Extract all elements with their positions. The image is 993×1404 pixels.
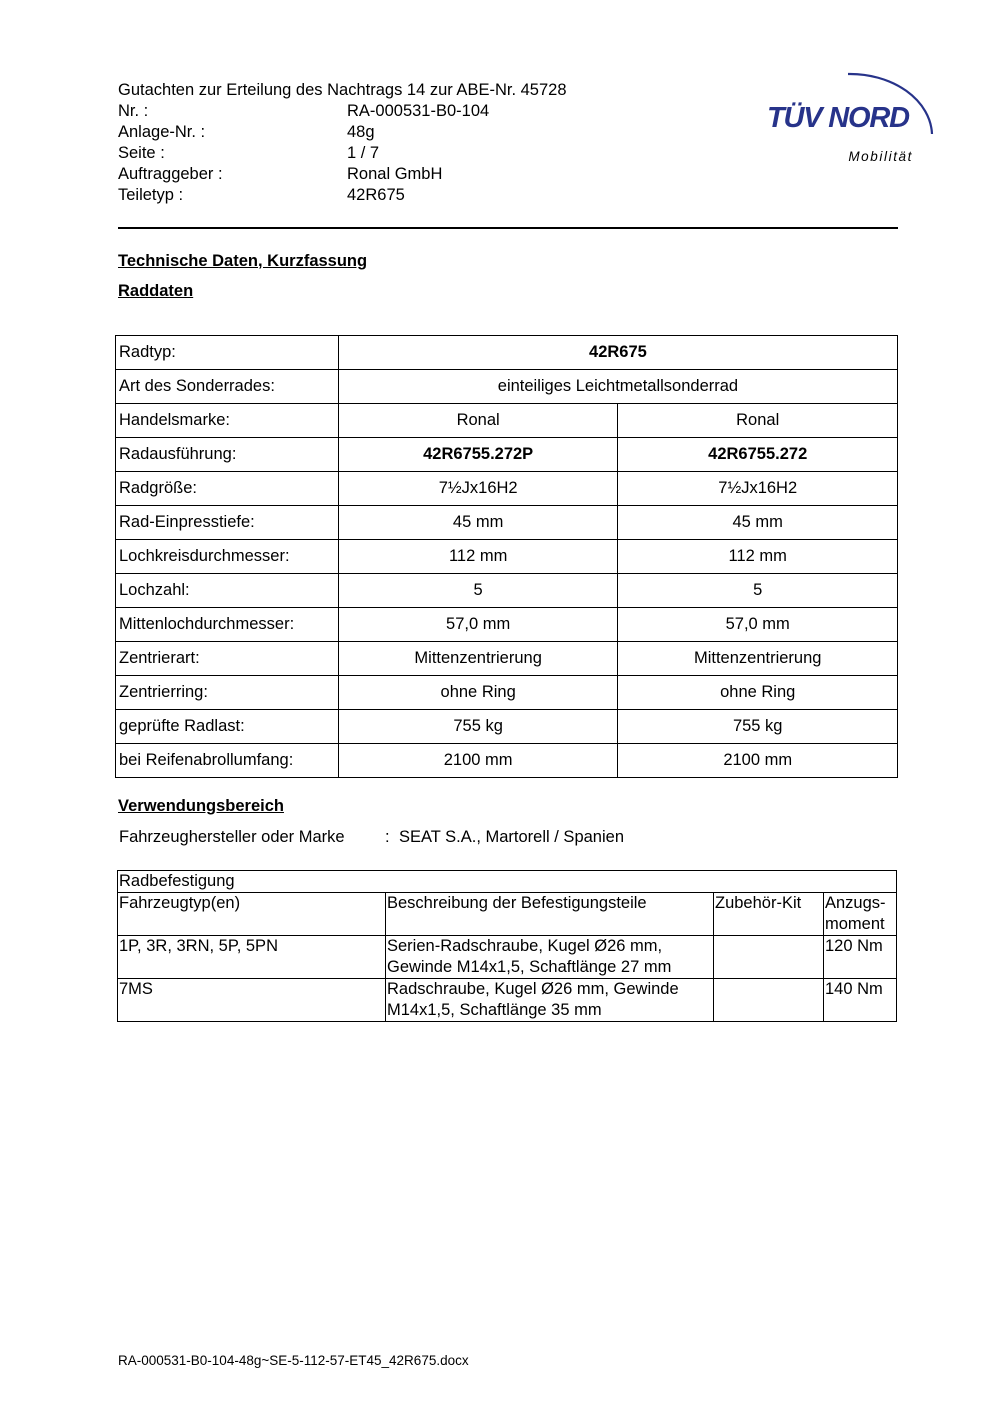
cell-description (386, 979, 714, 1022)
cell-value: Mittenzentrierung (618, 642, 898, 676)
row-label: Art des Sonderrades: (116, 370, 339, 404)
meta-row-auftraggeber (118, 164, 567, 185)
table-row (116, 404, 898, 438)
section-heading-raddaten: Raddaten (118, 282, 194, 300)
table-row (116, 608, 898, 642)
meta-value: RA-000531-B0-104 (347, 102, 490, 120)
cell-value: 45 mm (338, 506, 618, 540)
cell-value: 42R6755.272 (618, 438, 898, 472)
cell-description (386, 936, 714, 979)
row-label: Mittenlochdurchmesser: (116, 608, 339, 642)
meta-value: Ronal GmbH (347, 165, 443, 183)
usage-label: Fahrzeughersteller oder Marke (119, 828, 345, 846)
meta-row-nr (118, 101, 567, 122)
meta-key: Auftraggeber : (118, 165, 223, 183)
table-row (116, 370, 898, 404)
row-label: Handelsmarke: (116, 404, 339, 438)
row-label: Radausführung: (116, 438, 339, 472)
column-header: Beschreibung der Befestigungsteile (386, 893, 714, 936)
table-title-row (118, 871, 897, 893)
cell-value: 112 mm (338, 540, 618, 574)
cell-value: 755 kg (618, 710, 898, 744)
table-row (116, 642, 898, 676)
header-line: moment (825, 915, 885, 933)
table-row (116, 744, 898, 778)
table-row (118, 936, 897, 979)
cell-kit (714, 936, 824, 979)
row-label: geprüfte Radlast: (116, 710, 339, 744)
table-row (116, 336, 898, 370)
wheel-data-table (115, 335, 898, 778)
usage-manufacturer (119, 828, 624, 847)
cell-value: 755 kg (338, 710, 618, 744)
row-label: Lochzahl: (116, 574, 339, 608)
meta-value: 42R675 (347, 186, 405, 204)
column-header (824, 893, 897, 936)
desc-line: Gewinde M14x1,5, Schaftlänge 27 mm (387, 958, 672, 976)
table-row (116, 472, 898, 506)
desc-line: Serien-Radschraube, Kugel Ø26 mm, (387, 937, 663, 955)
row-label: Zentrierart: (116, 642, 339, 676)
table-row (116, 540, 898, 574)
cell-value: 2100 mm (618, 744, 898, 778)
usage-value: SEAT S.A., Martorell / Spanien (399, 828, 624, 846)
cell-value: 5 (618, 574, 898, 608)
cell-value: ohne Ring (618, 676, 898, 710)
tuv-nord-logo (760, 58, 942, 173)
cell-value: 45 mm (618, 506, 898, 540)
header-line: Anzugs- (825, 894, 886, 912)
cell-torque: 120 Nm (824, 936, 897, 979)
meta-row-seite (118, 143, 567, 164)
table-row (116, 710, 898, 744)
cell-vehicle-types: 7MS (118, 979, 386, 1022)
desc-line: Radschraube, Kugel Ø26 mm, Gewinde (387, 980, 679, 998)
row-label: Radgröße: (116, 472, 339, 506)
fixings-table (117, 870, 897, 1022)
table-row (116, 438, 898, 472)
cell-value: Ronal (618, 404, 898, 438)
cell-value: Ronal (338, 404, 618, 438)
table-row (116, 574, 898, 608)
logo-subtitle: Mobilität (848, 149, 913, 164)
row-label: Lochkreisdurchmesser: (116, 540, 339, 574)
cell-value: einteiliges Leichtmetallsonderrad (338, 370, 897, 404)
cell-value: 2100 mm (338, 744, 618, 778)
cell-kit (714, 979, 824, 1022)
meta-row-teiletyp (118, 185, 567, 206)
meta-key: Teiletyp : (118, 186, 184, 204)
table-header-row (118, 893, 897, 936)
desc-line: M14x1,5, Schaftlänge 35 mm (387, 1001, 602, 1019)
cell-vehicle-types: 1P, 3R, 3RN, 5P, 5PN (118, 936, 386, 979)
meta-key: Nr. : (118, 102, 149, 120)
meta-value: 48g (347, 123, 375, 141)
table-row (116, 506, 898, 540)
table-row (118, 979, 897, 1022)
cell-value: ohne Ring (338, 676, 618, 710)
cell-value: 7½Jx16H2 (338, 472, 618, 506)
meta-key: Seite : (118, 144, 165, 162)
row-label: bei Reifenabrollumfang: (116, 744, 339, 778)
table-row (116, 676, 898, 710)
section-heading-verwendung: Verwendungsbereich (118, 797, 284, 815)
cell-value: 42R6755.272P (338, 438, 618, 472)
cell-value: Mittenzentrierung (338, 642, 618, 676)
table-title: Radbefestigung (118, 871, 897, 893)
cell-value: 112 mm (618, 540, 898, 574)
cell-value: 5 (338, 574, 618, 608)
cell-value: 57,0 mm (618, 608, 898, 642)
row-label: Radtyp: (116, 336, 339, 370)
cell-value: 42R675 (338, 336, 897, 370)
header-meta (118, 80, 567, 206)
usage-separator: : (385, 828, 390, 846)
footer-filename: RA-000531-B0-104-48g~SE-5-112-57-ET45_42R675.docx (118, 1353, 469, 1368)
meta-key: Anlage-Nr. : (118, 123, 206, 141)
header-divider (118, 227, 898, 229)
row-label: Zentrierring: (116, 676, 339, 710)
column-header: Fahrzeugtyp(en) (118, 893, 386, 936)
row-label: Rad-Einpresstiefe: (116, 506, 339, 540)
logo-brand: TÜV NORD (767, 102, 909, 134)
meta-row-anlage (118, 122, 567, 143)
column-header: Zubehör-Kit (714, 893, 824, 936)
cell-torque: 140 Nm (824, 979, 897, 1022)
cell-value: 57,0 mm (338, 608, 618, 642)
meta-value: 1 / 7 (347, 144, 380, 162)
cell-value: 7½Jx16H2 (618, 472, 898, 506)
section-heading-tech: Technische Daten, Kurzfassung (118, 252, 368, 270)
report-title: Gutachten zur Erteilung des Nachtrags 14 zur ABE-Nr. 45728 (118, 81, 567, 99)
